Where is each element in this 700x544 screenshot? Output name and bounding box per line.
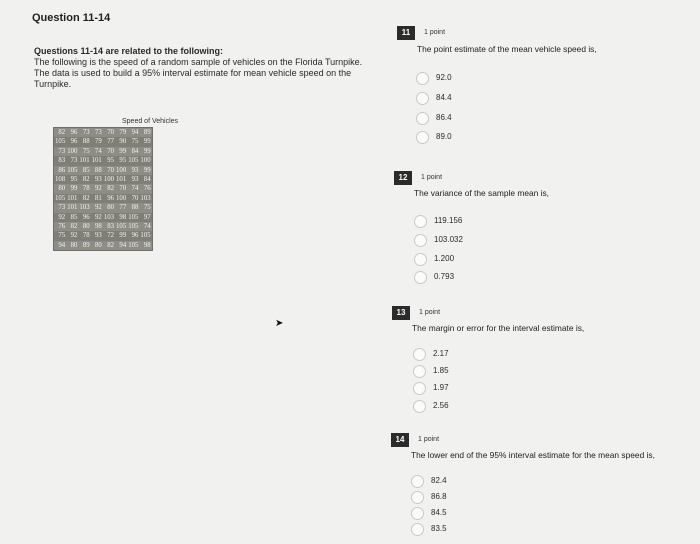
table-cell: 73: [95, 129, 102, 136]
option-label: 0.793: [434, 272, 455, 281]
table-cell: 105: [116, 223, 127, 231]
table-cell: 77: [103, 137, 115, 146]
question-text: The margin or error for the interval estimate is,: [412, 323, 585, 333]
table-cell: 82: [58, 129, 66, 136]
option-label: 92.0: [436, 73, 452, 82]
table-cell: 95: [115, 156, 127, 165]
table-cell: 80: [70, 241, 78, 249]
speed-table: [54, 128, 152, 250]
table-cell: 74: [95, 147, 102, 155]
mouse-cursor-icon: ➤: [275, 318, 284, 329]
table-cell: 75: [127, 137, 139, 146]
option-label: 82.4: [431, 476, 447, 485]
table-cell: 92: [91, 213, 103, 222]
table-row: [54, 137, 152, 146]
option-label: 1.200: [434, 254, 455, 263]
radio-button[interactable]: [416, 92, 429, 105]
table-cell: 82: [70, 223, 78, 231]
table-cell: 80: [82, 223, 90, 231]
intro-text: [34, 46, 374, 90]
table-cell: 105: [67, 166, 78, 174]
table-cell: 105: [128, 241, 139, 249]
radio-button[interactable]: [411, 491, 424, 504]
table-row: [54, 147, 152, 156]
radio-button[interactable]: [413, 382, 426, 395]
table-cell: 100: [103, 176, 115, 184]
table-cell: 95: [103, 156, 115, 165]
table-cell: 80: [58, 185, 66, 193]
table-cell: 81: [91, 194, 103, 203]
table-cell: 96: [103, 194, 115, 203]
table-cell: 99: [143, 166, 151, 174]
table-cell: 70: [127, 194, 139, 203]
table-cell: 105: [140, 232, 151, 240]
table-cell: 105: [55, 194, 66, 202]
table-cell: 96: [78, 213, 90, 222]
question-number-badge: 14: [391, 433, 409, 447]
radio-button[interactable]: [411, 507, 424, 520]
table-row: [54, 213, 152, 222]
table-row: [54, 222, 152, 231]
radio-button[interactable]: [411, 475, 424, 488]
table-cell: 99: [115, 231, 127, 240]
table-cell: 105: [55, 138, 66, 146]
table-cell: 70: [119, 185, 127, 193]
option-label: 84.4: [436, 93, 452, 102]
radio-button[interactable]: [411, 523, 424, 536]
table-cell: 80: [107, 204, 115, 212]
question-points: 1 point: [424, 29, 446, 36]
radio-button[interactable]: [414, 234, 427, 247]
table-cell: 73: [66, 156, 78, 165]
table-cell: 93: [127, 175, 139, 184]
table-cell: 105: [128, 223, 139, 231]
table-cell: 88: [78, 137, 90, 146]
option-label: 2.17: [433, 349, 449, 358]
table-cell: 105: [128, 157, 139, 165]
table-cell: 83: [54, 156, 66, 165]
table-cell: 72: [103, 231, 115, 240]
table-row: [54, 241, 152, 250]
table-cell: 97: [139, 213, 151, 222]
option-label: 89.0: [436, 132, 452, 141]
table-cell: 88: [131, 204, 139, 212]
table-cell: 103: [140, 194, 151, 202]
table-cell: 73: [58, 204, 66, 212]
table-cell: 103: [103, 213, 115, 221]
table-cell: 83: [107, 223, 115, 231]
table-cell: 94: [58, 241, 66, 249]
intro-lead: Questions 11-14 are related to the following:: [34, 46, 224, 56]
table-cell: 98: [143, 241, 151, 249]
table-cell: 93: [131, 166, 139, 174]
table-cell: 92: [95, 204, 102, 212]
table-cell: 100: [116, 194, 127, 202]
table-cell: 84: [139, 175, 151, 184]
option-label: 83.5: [431, 524, 447, 533]
table-cell: 98: [95, 223, 102, 231]
table-cell: 98: [115, 213, 127, 222]
question-text: The point estimate of the mean vehicle speed is,: [417, 44, 597, 54]
table-cell: 82: [78, 175, 90, 184]
table-cell: 94: [119, 241, 127, 249]
radio-button[interactable]: [416, 131, 429, 144]
option-label: 86.4: [436, 113, 452, 122]
radio-button[interactable]: [414, 253, 427, 266]
table-cell: 105: [128, 213, 139, 221]
table-cell: 78: [82, 185, 90, 193]
table-cell: 82: [78, 194, 90, 203]
table-cell: 100: [140, 157, 151, 165]
question-text: The variance of the sample mean is,: [414, 188, 549, 198]
table-cell: 75: [54, 231, 66, 240]
table-cell: 74: [131, 185, 139, 193]
table-cell: 100: [116, 166, 127, 174]
question-points: 1 point: [421, 174, 443, 181]
table-cell: 96: [127, 231, 139, 240]
table-cell: 84: [131, 147, 139, 155]
table-cell: 89: [82, 241, 90, 249]
table-row: [54, 184, 152, 193]
table-cell: 82: [107, 241, 115, 249]
table-cell: 75: [143, 204, 151, 212]
table-cell: 100: [67, 147, 78, 155]
radio-button[interactable]: [414, 215, 427, 228]
option-label: 119.156: [434, 216, 463, 225]
table-cell: 96: [70, 129, 78, 136]
table-cell: 99: [143, 147, 151, 155]
table-cell: 101: [79, 157, 90, 165]
table-cell: 79: [119, 129, 127, 136]
table-row: [54, 175, 152, 184]
table-cell: 99: [139, 137, 151, 146]
table-cell: 93: [91, 231, 103, 240]
table-cell: 86: [58, 166, 66, 174]
table-row: [54, 231, 152, 240]
option-label: 1.97: [433, 383, 449, 392]
option-label: 1.85: [433, 366, 449, 375]
table-cell: 103: [79, 204, 90, 212]
table-cell: 89: [143, 129, 151, 136]
radio-button[interactable]: [413, 348, 426, 361]
intro-body: The following is the speed of a random sample of vehicles on the Florida Turnpike. The data is used to build a 95% interval estimate for mean vehicle speed on the Turnpike.: [34, 57, 363, 89]
table-cell: 96: [66, 137, 78, 146]
table-cell: 85: [82, 166, 90, 174]
table-cell: 76: [143, 185, 151, 193]
table-cell: 93: [91, 175, 103, 184]
table-cell: 94: [131, 129, 139, 136]
question-points: 1 point: [418, 436, 440, 443]
radio-button[interactable]: [416, 112, 429, 125]
table-cell: 92: [95, 185, 102, 193]
table-row: [54, 194, 152, 203]
table-row: [54, 203, 152, 212]
option-label: 84.5: [431, 508, 447, 517]
table-cell: 90: [115, 137, 127, 146]
question-number-badge: 12: [394, 171, 412, 185]
table-cell: 92: [66, 231, 78, 240]
table-cell: 85: [66, 213, 78, 222]
option-label: 86.8: [431, 492, 447, 501]
table-cell: 70: [107, 129, 115, 136]
radio-button[interactable]: [414, 271, 427, 284]
radio-button[interactable]: [413, 365, 426, 378]
table-row: [54, 128, 152, 137]
table-row: [54, 156, 152, 165]
option-label: 103.032: [434, 235, 463, 244]
table-cell: 82: [107, 185, 115, 193]
table-cell: 99: [70, 185, 78, 193]
table-cell: 77: [119, 204, 127, 212]
table-cell: 79: [91, 137, 103, 146]
question-number-badge: 11: [397, 26, 415, 40]
table-cell: 70: [107, 166, 115, 174]
table-cell: 95: [66, 175, 78, 184]
radio-button[interactable]: [413, 400, 426, 413]
page-title: Question 11-14: [32, 12, 111, 24]
table-cell: 80: [95, 241, 102, 249]
question-points: 1 point: [419, 309, 441, 316]
table-cell: 101: [67, 204, 78, 212]
table-cell: 74: [143, 223, 151, 231]
table-cell: 73: [82, 129, 90, 136]
table-cell: 101: [116, 176, 127, 184]
table-cell: 78: [78, 231, 90, 240]
question-text: The lower end of the 95% interval estimate for the mean speed is,: [411, 450, 655, 460]
table-cell: 108: [55, 176, 66, 184]
table-cell: 99: [119, 147, 127, 155]
radio-button[interactable]: [416, 72, 429, 85]
question-number-badge: 13: [392, 306, 410, 320]
table-caption: Speed of Vehicles: [122, 118, 179, 125]
table-cell: 76: [58, 223, 66, 231]
table-row: [54, 166, 152, 175]
option-label: 2.56: [433, 401, 449, 410]
table-cell: 88: [95, 166, 102, 174]
table-cell: 73: [58, 147, 66, 155]
table-cell: 101: [91, 157, 102, 165]
table-cell: 101: [67, 194, 78, 202]
table-cell: 92: [54, 213, 66, 222]
table-cell: 70: [107, 147, 115, 155]
table-cell: 75: [82, 147, 90, 155]
